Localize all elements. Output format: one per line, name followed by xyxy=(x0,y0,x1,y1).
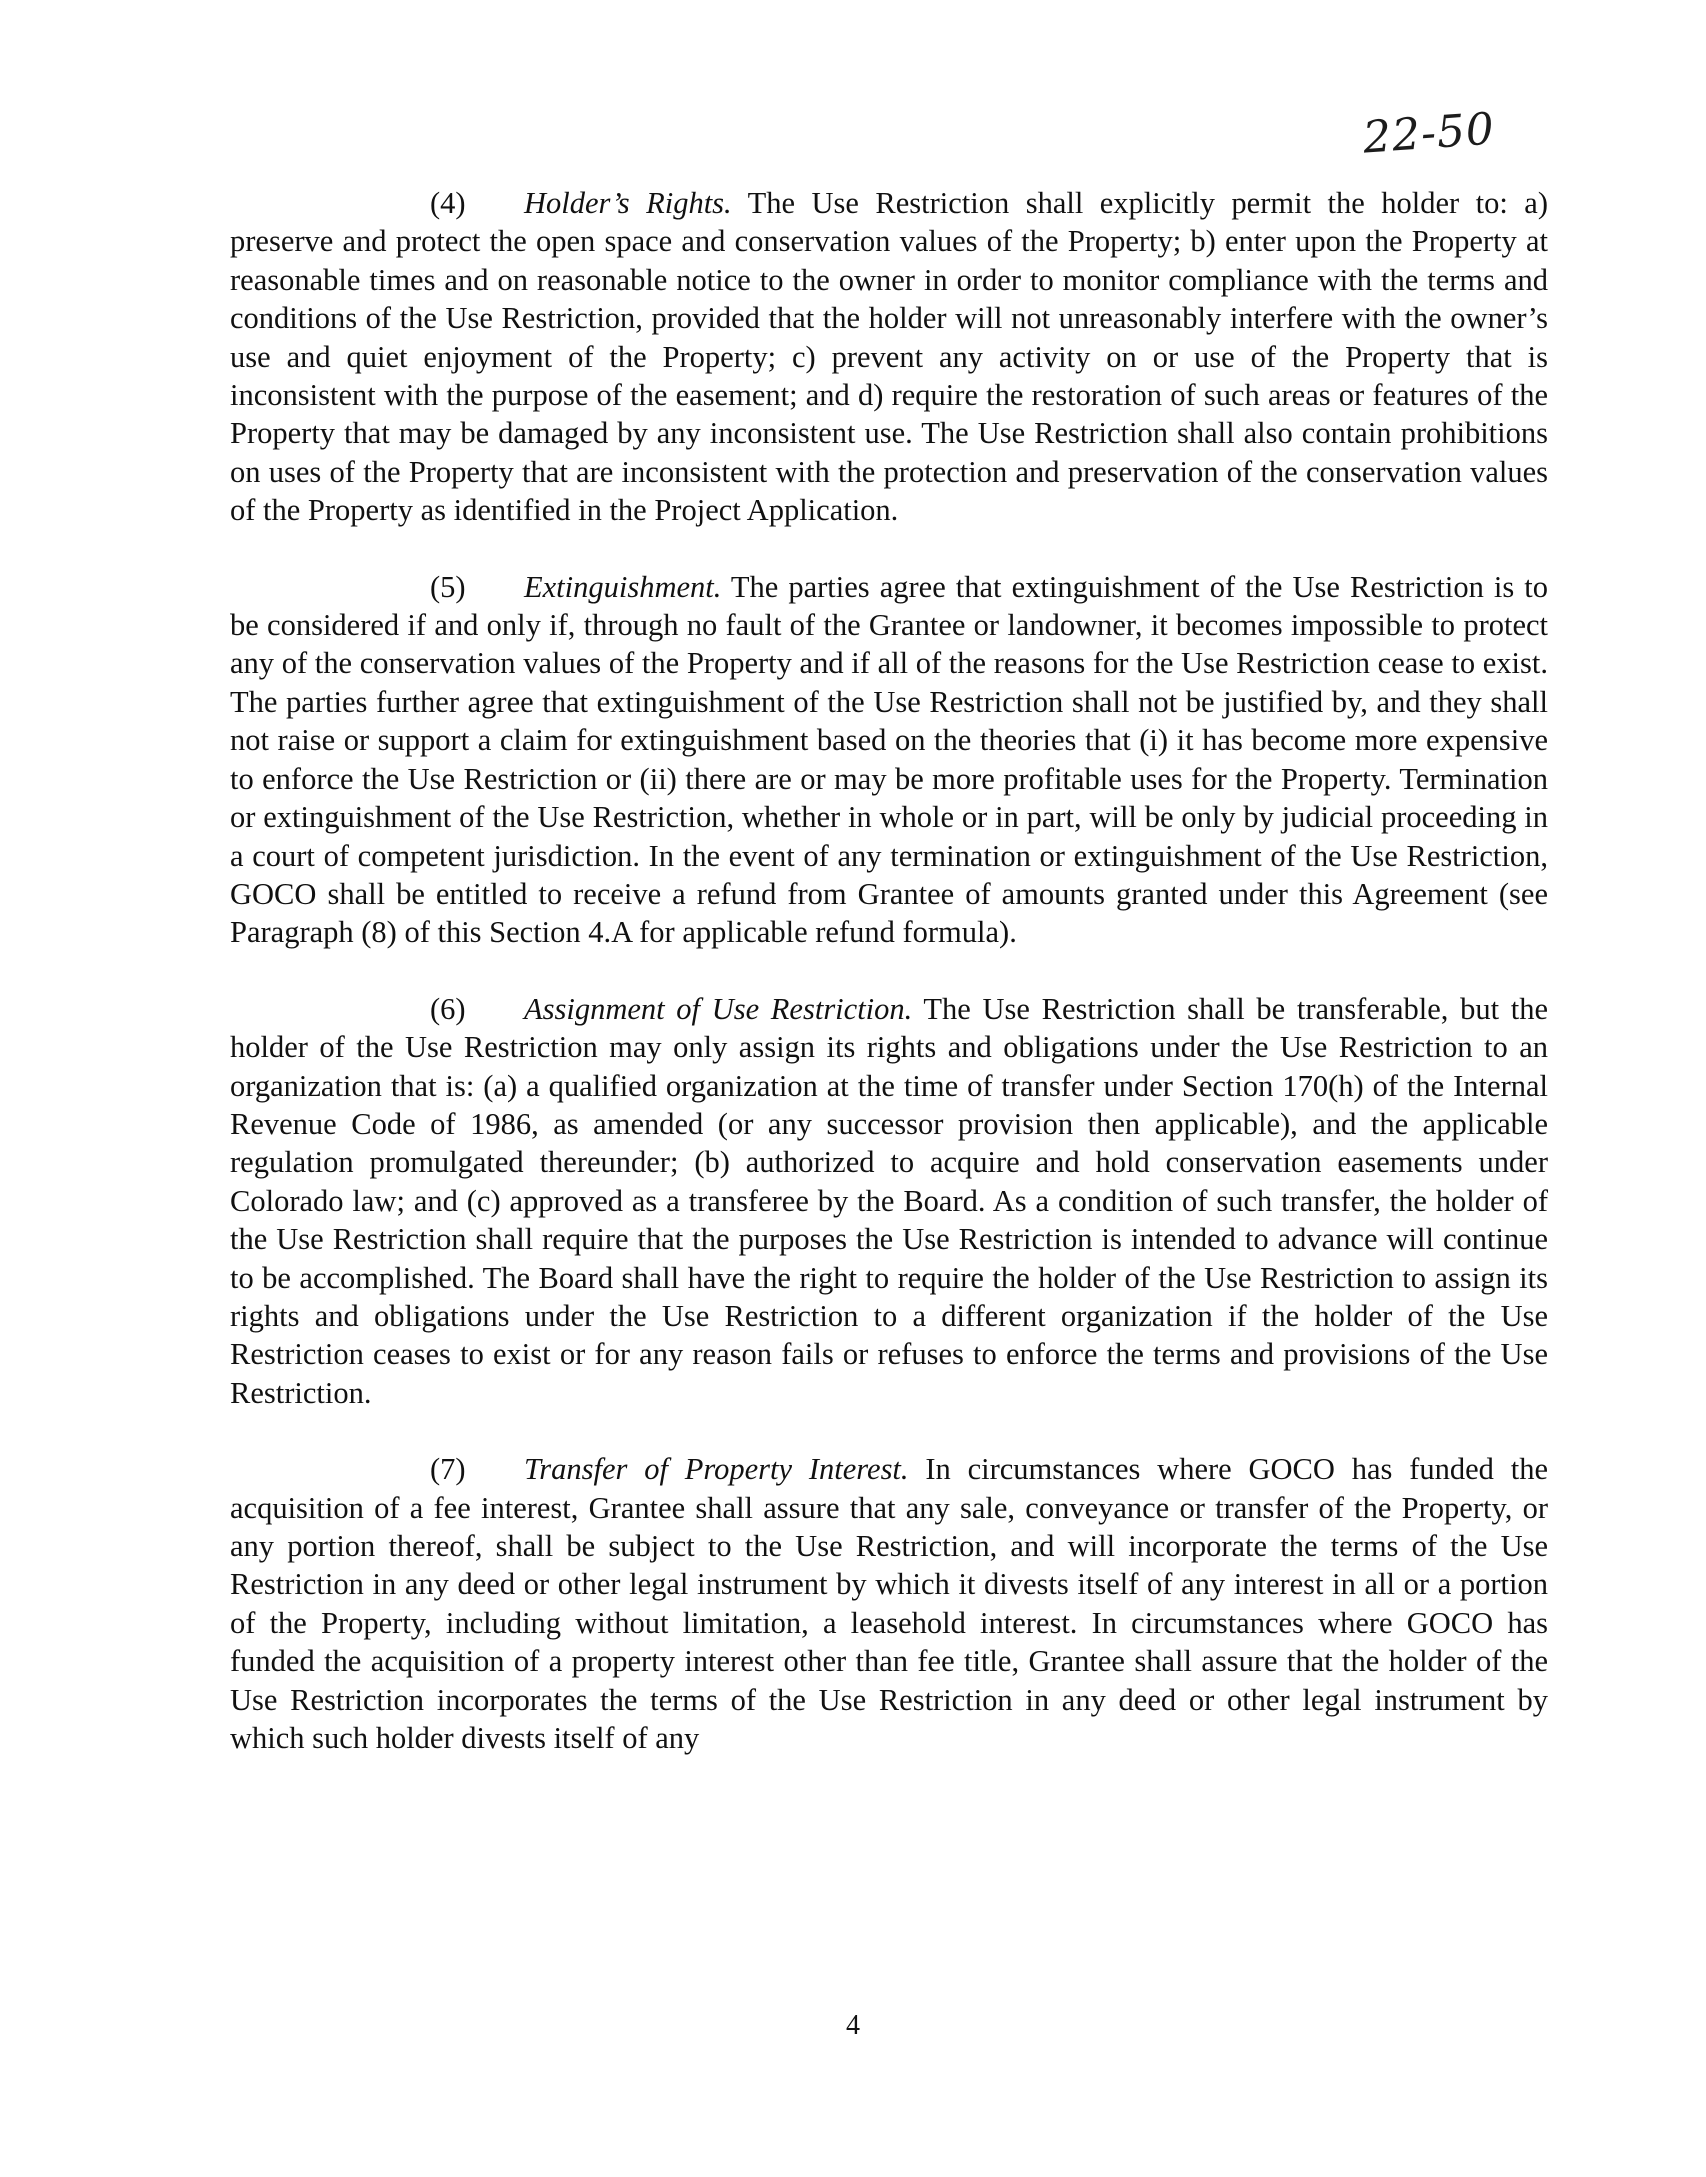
handwritten-page-annotation: 22-50 xyxy=(1361,103,1497,164)
paragraph-assignment xyxy=(230,990,1548,1412)
paragraph-heading: Holder’s Rights. xyxy=(524,186,732,220)
paragraph-body: The Use Restriction shall explicitly permit the holder to: a) preserve and protect the open space and conservation values of the Property; b) enter upon the Property at reasonable times and on reasonable notice to the owner in order to monitor compliance with the terms and conditions of the Use Restriction, provided that the holder will not unreasonably interfere with the owner’s use and quiet enjoyment of the Property; c) prevent any activity on or use of the Property that is inconsistent with the purpose of the easement; and d) require the restoration of such areas or features of the Property that may be damaged by any inconsistent use. The Use Restriction shall also contain prohibitions on uses of the Property that are inconsistent with the protection and preservation of the conservation values of the Property as identified in the Project Application. xyxy=(230,186,1548,528)
paragraph-number: (4) xyxy=(430,186,466,220)
paragraph-heading: Transfer of Property Interest. xyxy=(524,1452,909,1487)
paragraph-heading: Extinguishment. xyxy=(524,569,722,604)
paragraph-body: The Use Restriction shall be transferable, but the holder of the Use Restriction may only assign its rights and obligations under the Use Restriction to an organization that is: (a) a qualified organization at the time of transfer under Section 170(h) of the Internal Revenue Code of 1986, as amended (or any successor provision then applicable), and the applicable regulation promulgated thereunder; (b) authorized to acquire and hold conservation easements under Colorado law; and (c) approved as a transferee by the Board. As a condition of such transfer, the holder of the Use Restriction shall require that the purposes the Use Restriction is intended to advance will continue to be accomplished. The Board shall have the right to require the holder of the Use Restriction to assign its rights and obligations under the Use Restriction to a different organization if the holder of the Use Restriction ceases to exist or for any reason fails or refuses to enforce the terms and provisions of the Use Restriction. xyxy=(230,991,1548,1410)
paragraph-number: (6) xyxy=(430,991,466,1026)
paragraph-holders-rights xyxy=(230,184,1548,530)
page-number: 4 xyxy=(846,2010,860,2041)
document-body xyxy=(230,184,1548,1795)
paragraph-transfer xyxy=(230,1450,1548,1757)
paragraph-body: In circumstances where GOCO has funded the acquisition of a fee interest, Grantee shall assure that any sale, conveyance or transfer of the Property, or any portion thereof, shall be subject to the Use Restriction, and will incorporate the terms of the Use Restriction in any deed or other legal instrument by which it divests itself of any interest in all or a portion of the Property, including without limitation, a leasehold interest. In circumstances where GOCO has funded the acquisition of a property interest other than fee title, Grantee shall assure that the holder of the Use Restriction incorporates the terms of the Use Restriction in any deed or other legal instrument by which such holder divests itself of any xyxy=(230,1452,1549,1756)
paragraph-heading: Assignment of Use Restriction. xyxy=(524,991,913,1026)
paragraph-number: (5) xyxy=(430,569,466,604)
paragraph-extinguishment xyxy=(230,568,1548,952)
paragraph-number: (7) xyxy=(430,1452,466,1487)
paragraph-body: The parties agree that extinguishment of the Use Restriction is to be considered if and only if, through no fault of the Grantee or landowner, it becomes impossible to protect any of the conservation values of the Property and if all of the reasons for the Use Restriction cease to exist. The parties further agree that extinguishment of the Use Restriction shall not be justified by, and they shall not raise or support a claim for extinguishment based on the theories that (i) it has become more expensive to enforce the Use Restriction or (ii) there are or may be more profitable uses for the Property. Termination or extinguishment of the Use Restriction, whether in whole or in part, will be only by judicial proceeding in a court of competent jurisdiction. In the event of any termination or extinguishment of the Use Restriction, GOCO shall be entitled to receive a refund from Grantee of amounts granted under this Agreement (see Paragraph (8) of this Section 4.A for applicable refund formula). xyxy=(230,569,1549,950)
